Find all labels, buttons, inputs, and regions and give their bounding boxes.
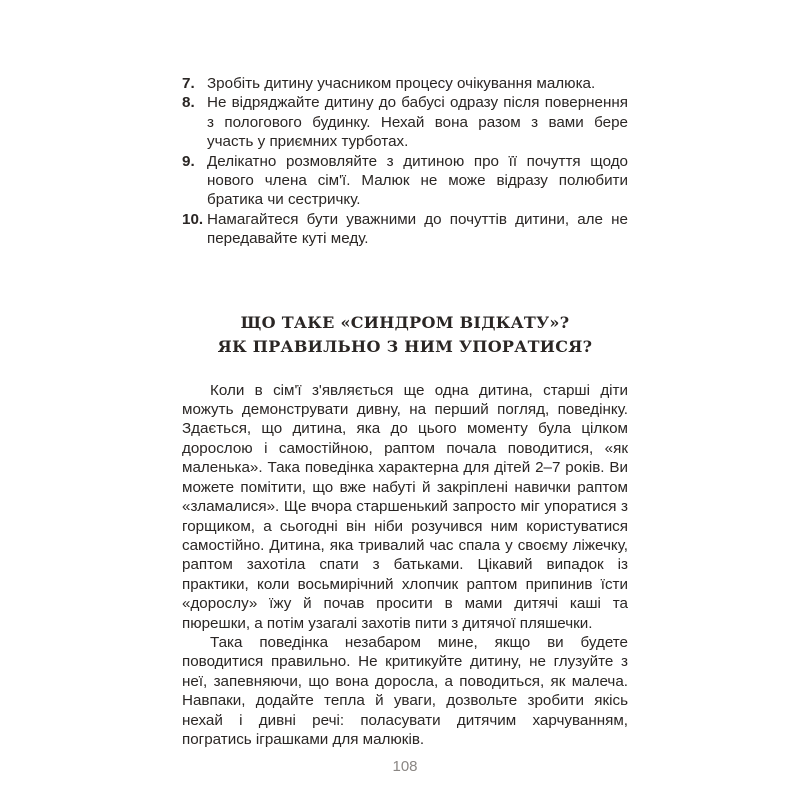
section-heading-line-2: ЯК ПРАВИЛЬНО З НИМ УПОРАТИСЯ? [217,336,593,356]
list-item [182,93,628,151]
body-text [182,381,628,750]
list-item-text: Зробіть дитину учасником процесу очікування малюка. [207,75,596,92]
section-heading [182,311,628,359]
list-item-text: Намагайтеся бути уважними до почуттів дитини, але не передавайте куті меду. [207,210,628,248]
book-page [182,0,628,797]
section-heading-line-1: ЩО ТАКЕ «СИНДРОМ ВІДКАТУ»? [240,312,570,332]
list-item-number: 10. [182,210,204,228]
page-number: 108 [392,758,418,776]
paragraph: Коли в сім'ї з'являється ще одна дитина, старші діти можуть демонструвати дивну, на перший погляд, поведінку. Здається, що дитина, яка до цього моменту була цілком дорослою і самостійною, раптом почала поводитися, «як маленька». Така поведінка характерна для дітей 2–7 років. Ви можете помітити, що вже набуті й закріплені навички раптом «зламалися». Ще вчора старшенький запросто міг упоратися з горщиком, а сьогодні він ніби розучився ним користуватися самостійно. Дитина, яка тривалий час спала у своєму ліжечку, раптом захотіла спати з батьками. Цікавий випадок із практики, коли восьмирічний хлопчик раптом припинив їсти «дорослу» їжу й почав просити в мами дитячі каші та пюрешки, а потім узагалі захотів пити з дитячої пляшечки. [182,381,628,632]
paragraph: Така поведінка незабаром мине, якщо ви будете поводитися правильно. Не критикуйте дитину, не глузуйте з неї, запевняючи, що вона доросла, а поводиться, як малеча. Навпаки, додайте тепла й уваги, дозвольте зробити якісь нехай і дивні речі: поласувати дитячим харчуванням, погратись іграшками для малюків. [182,633,628,748]
numbered-list [182,74,628,249]
list-item-text: Делікатно розмовляйте з дитиною про її почуття щодо нового члена сім'ї. Малюк не може відразу полюбити братика чи сестричку. [207,152,628,209]
list-item-text: Не відряджайте дитину до бабусі одразу після повернення з пологового будинку. Нехай вона разом з вами бере участь у приємних турботах. [207,94,628,151]
list-item-number: 9. [182,152,195,170]
list-item [182,210,628,249]
list-item-number: 8. [182,94,195,112]
list-item-number: 7. [182,75,195,92]
list-item [182,152,628,210]
list-item [182,74,628,93]
